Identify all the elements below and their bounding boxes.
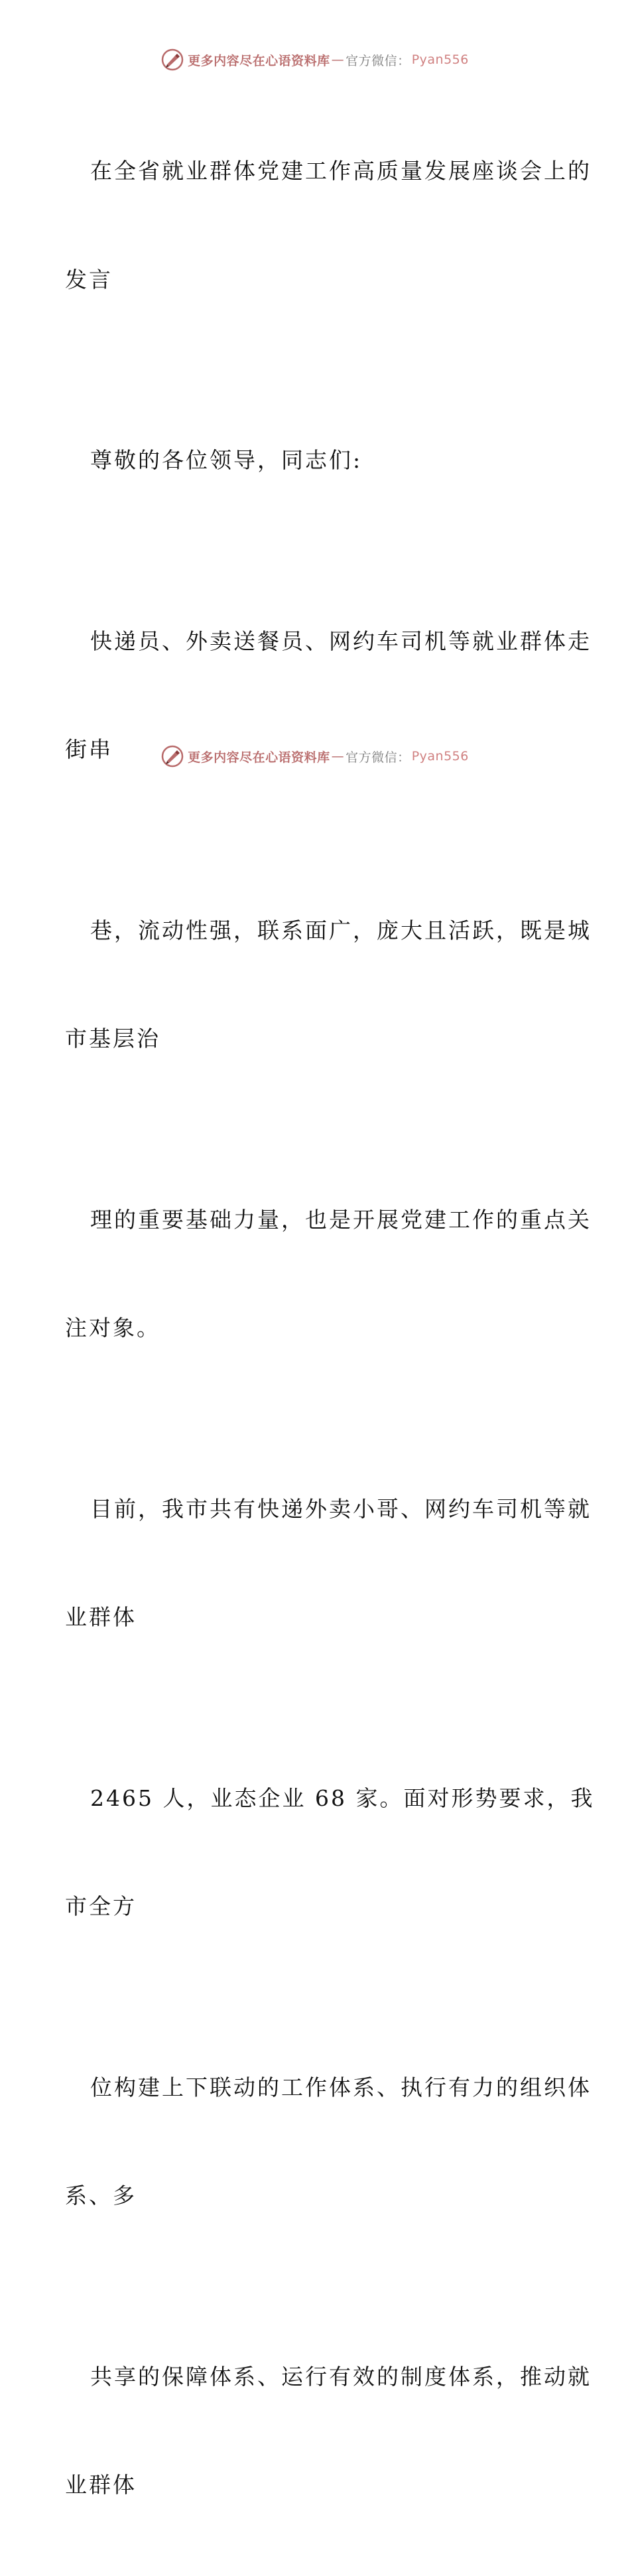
paragraph-line: 位构建上下联动的工作体系、执行有力的组织体 [90,2074,592,2100]
pen-logo-icon [161,745,184,768]
paragraph-line: 市全方 [65,1893,137,1919]
paragraph-line: 理的重要基础力量，也是开展党建工作的重点关 [90,1206,592,1233]
document-body [65,81,595,2576]
paragraph-line: 市基层治 [65,1026,160,1051]
paragraph-line: 目前，我市共有快递外卖小哥、网约车司机等就 [90,1495,592,1522]
paragraph [65,2287,592,2576]
paragraph-line: 注对象。 [65,1315,160,1341]
paragraph [65,551,592,841]
watermark-dash: — [331,749,345,764]
paragraph [65,1130,592,1419]
paragraph-line: 快递员、外卖送餐员、网约车司机等就业群体走 [90,628,592,654]
watermark-label: 官方微信： [346,53,410,68]
watermark-dash: — [331,52,345,67]
salutation-text: 尊敬的各位领导，同志们: [90,447,363,473]
watermark-label: 官方微信： [346,750,410,765]
watermark-brand: 更多内容尽在心语资料库 [188,53,330,68]
pen-logo-icon [161,48,184,71]
paragraph-line: 系、多 [65,2183,137,2208]
watermark-account: Pyan556 [411,749,469,764]
watermark-account: Pyan556 [411,52,469,67]
watermark-brand: 更多内容尽在心语资料库 [188,750,330,765]
paragraph [65,1998,592,2287]
paragraph-line: 街串 [65,736,113,762]
header-watermark [0,46,630,73]
paragraph-line: 业群体 [65,2472,137,2498]
document-title [65,81,592,370]
footer-watermark [0,743,630,770]
paragraph-line: 业群体 [65,1604,137,1630]
salutation [65,370,569,551]
paragraph-line: 共享的保障体系、运行有效的制度体系，推动就 [90,2363,592,2390]
paragraph-line: 巷，流动性强，联系面广，庞大且活跃，既是城 [90,917,592,943]
paragraph [65,1708,595,1998]
title-line-2: 发言 [65,266,113,293]
paragraph [65,841,592,1130]
title-line-1: 在全省就业群体党建工作高质量发展座谈会上的 [90,158,592,184]
paragraph [65,1419,592,1708]
paragraph-line: 2465 人，业态企业 68 家。面对形势要求，我 [90,1785,595,1811]
